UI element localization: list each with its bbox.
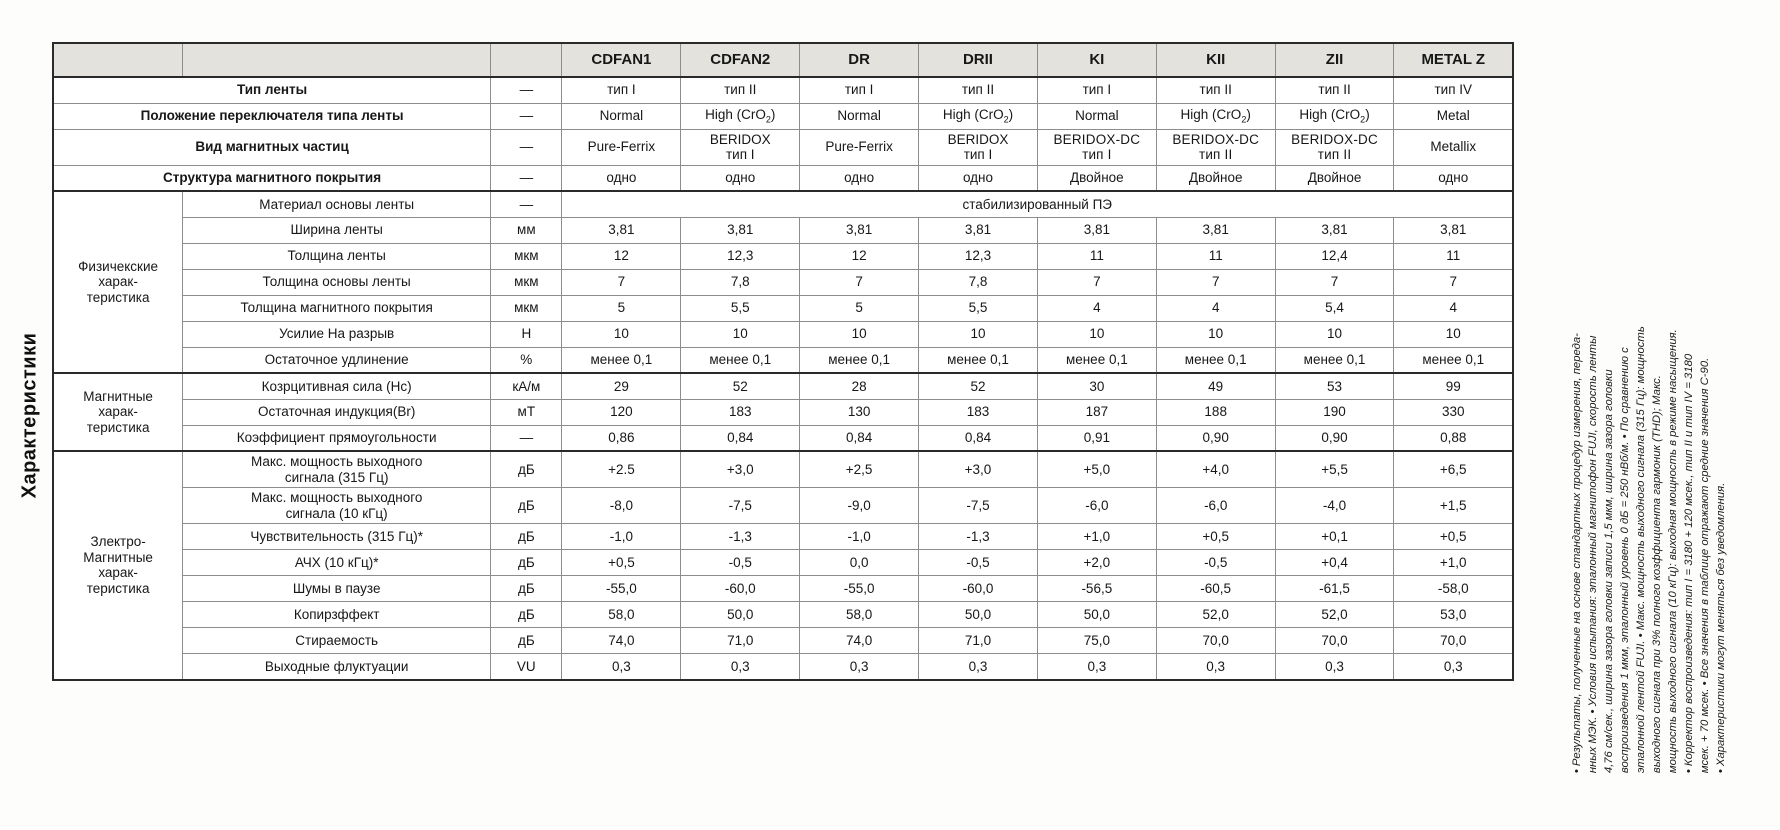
footnote-line: 4,76 см/сек., ширина зазора головки записи 1,5 мкм, ширина зазора головки <box>1602 369 1615 774</box>
cell: 75,0 <box>1037 628 1156 654</box>
cell: Normal <box>1037 103 1156 129</box>
group-label-magnetic: Магнитные харак- теристика <box>53 373 183 451</box>
cell: +2,0 <box>1037 550 1156 576</box>
cell: Normal <box>800 103 919 129</box>
row-unit: дБ <box>491 550 562 576</box>
row-unit: VU <box>491 654 562 680</box>
cell: 50,0 <box>681 602 800 628</box>
table-row <box>53 103 1513 129</box>
header-group-col <box>53 43 183 77</box>
cell: +0,1 <box>1275 524 1394 550</box>
cell: 0,88 <box>1394 425 1513 451</box>
row-label-coercivity: Козрцитивная сила (Hc) <box>183 373 491 399</box>
header-col-dr: DR <box>800 43 919 77</box>
cell: -61,5 <box>1275 576 1394 602</box>
cell: -0,5 <box>919 550 1038 576</box>
cell: +1,0 <box>1394 550 1513 576</box>
table-row <box>53 165 1513 191</box>
row-label-squareness: Коэффициент прямоугольности <box>183 425 491 451</box>
cell: -56,5 <box>1037 576 1156 602</box>
cell: -7,5 <box>919 488 1038 524</box>
cell: +0,5 <box>1394 524 1513 550</box>
row-label-switch-position: Положение переключателя типа ленты <box>53 103 491 129</box>
cell: одно <box>681 165 800 191</box>
cell: +5,5 <box>1275 451 1394 488</box>
cell: 29 <box>562 373 681 399</box>
cell: +3,0 <box>919 451 1038 488</box>
specifications-table <box>52 42 1514 681</box>
cell: -60,0 <box>681 576 800 602</box>
row-label-frequency-response: АЧХ (10 кГц)* <box>183 550 491 576</box>
table-row <box>53 217 1513 243</box>
cell: Normal <box>562 103 681 129</box>
row-label-base-material: Материал основы ленты <box>183 191 491 217</box>
left-caption-text: Характеристики <box>18 332 41 498</box>
row-unit: дБ <box>491 488 562 524</box>
row-label-bias-noise: Шумы в паузе <box>183 576 491 602</box>
row-label-output-fluctuation: Выходные флуктуации <box>183 654 491 680</box>
cell: -1,3 <box>919 524 1038 550</box>
cell: 71,0 <box>919 628 1038 654</box>
cell: 187 <box>1037 399 1156 425</box>
cell: тип IV <box>1394 77 1513 103</box>
cell: 7,8 <box>919 269 1038 295</box>
cell-merged-base-material: стабилизированный ПЭ <box>562 191 1513 217</box>
row-unit: Н <box>491 321 562 347</box>
row-unit: мм <box>491 217 562 243</box>
row-label-print-through: Копирзффект <box>183 602 491 628</box>
row-label-sensitivity: Чувствительность (315 Гц)* <box>183 524 491 550</box>
cell: 74,0 <box>562 628 681 654</box>
footnotes-text <box>1569 0 1729 773</box>
table-row <box>53 347 1513 373</box>
header-col-zii: ZII <box>1275 43 1394 77</box>
table-row <box>53 373 1513 399</box>
cell: High (CrO$_2$) <box>681 103 800 129</box>
cell: 0,3 <box>562 654 681 680</box>
footnote-line: мощность выходного сигнала (10 кГц): выходная мощность в режиме насыщения. <box>1667 329 1680 774</box>
cell: 7 <box>562 269 681 295</box>
cell: 7 <box>800 269 919 295</box>
row-label-erasability: Стираемость <box>183 628 491 654</box>
cell: 52,0 <box>1156 602 1275 628</box>
row-unit: — <box>491 103 562 129</box>
cell: 12 <box>562 243 681 269</box>
cell: 4 <box>1394 295 1513 321</box>
cell: менее 0,1 <box>1156 347 1275 373</box>
cell: -0,5 <box>1156 550 1275 576</box>
cell: -60,5 <box>1156 576 1275 602</box>
cell: тип I <box>800 77 919 103</box>
cell: 0,90 <box>1156 425 1275 451</box>
cell: -1,0 <box>562 524 681 550</box>
cell: High (CrO$_2$) <box>1275 103 1394 129</box>
cell: +3,0 <box>681 451 800 488</box>
cell: 10 <box>1394 321 1513 347</box>
cell: -55,0 <box>562 576 681 602</box>
row-label-remanence: Остаточная индукция(Br) <box>183 399 491 425</box>
row-label-tape-type: Тип ленты <box>53 77 491 103</box>
cell: 70,0 <box>1275 628 1394 654</box>
cell: -58,0 <box>1394 576 1513 602</box>
cell: 11 <box>1037 243 1156 269</box>
cell: 0,3 <box>1394 654 1513 680</box>
table-row <box>53 399 1513 425</box>
cell: 3,81 <box>1275 217 1394 243</box>
cell: 50,0 <box>919 602 1038 628</box>
row-label-coating-structure: Структура магнитного покрытия <box>53 165 491 191</box>
table-body <box>53 77 1513 680</box>
cell: 71,0 <box>681 628 800 654</box>
cell: 58,0 <box>562 602 681 628</box>
row-unit: дБ <box>491 576 562 602</box>
cell: -1,3 <box>681 524 800 550</box>
cell: 0,84 <box>919 425 1038 451</box>
cell: 74,0 <box>800 628 919 654</box>
cell: 28 <box>800 373 919 399</box>
cell: Двойное <box>1156 165 1275 191</box>
table-row <box>53 77 1513 103</box>
cell: 10 <box>800 321 919 347</box>
cell: 10 <box>1037 321 1156 347</box>
cell: 70,0 <box>1394 628 1513 654</box>
cell: 10 <box>562 321 681 347</box>
cell: 52 <box>919 373 1038 399</box>
cell: менее 0,1 <box>681 347 800 373</box>
cell: 7 <box>1275 269 1394 295</box>
row-unit: мкм <box>491 269 562 295</box>
cell: Metal <box>1394 103 1513 129</box>
cell: 11 <box>1156 243 1275 269</box>
row-label-elongation: Остаточное удлинение <box>183 347 491 373</box>
cell: 0,86 <box>562 425 681 451</box>
table-row <box>53 269 1513 295</box>
cell: 0,84 <box>800 425 919 451</box>
row-label-particle-type: Вид магнитных частиц <box>53 129 491 165</box>
cell: 7 <box>1394 269 1513 295</box>
header-col-metalz: METAL Z <box>1394 43 1513 77</box>
cell: 4 <box>1156 295 1275 321</box>
cell: 11 <box>1394 243 1513 269</box>
group-label-physical: Физичекские харак- теристика <box>53 191 183 373</box>
row-label-thickness: Толщина ленты <box>183 243 491 269</box>
cell: 3,81 <box>800 217 919 243</box>
row-label-tensile-strength: Усилие На разрыв <box>183 321 491 347</box>
cell: BERIDOX-DC тип I <box>1037 129 1156 165</box>
cell: +2,5 <box>800 451 919 488</box>
cell: 3,81 <box>681 217 800 243</box>
cell: 5 <box>562 295 681 321</box>
cell: 12 <box>800 243 919 269</box>
cell: +2.5 <box>562 451 681 488</box>
table-row <box>53 550 1513 576</box>
cell: менее 0,1 <box>1394 347 1513 373</box>
cell: 5 <box>800 295 919 321</box>
row-unit: дБ <box>491 628 562 654</box>
header-col-cdfan2: CDFAN2 <box>681 43 800 77</box>
header-unit-col <box>491 43 562 77</box>
cell: 0,3 <box>919 654 1038 680</box>
cell: BERIDOX тип I <box>919 129 1038 165</box>
footnote-line: • Корректор воспроизведения: тип I = 3180 + 120 мсек., тип II и тип IV = 3180 <box>1683 353 1696 774</box>
cell: BERIDOX-DC тип II <box>1275 129 1394 165</box>
table-row <box>53 191 1513 217</box>
cell: High (CrO$_2$) <box>1156 103 1275 129</box>
table-row <box>53 576 1513 602</box>
cell: 7,8 <box>681 269 800 295</box>
row-unit: — <box>491 77 562 103</box>
cell: -55,0 <box>800 576 919 602</box>
cell: 7 <box>1156 269 1275 295</box>
left-vertical-caption <box>6 0 54 830</box>
footnotes-vertical <box>1524 18 1774 818</box>
row-label-width: Ширина ленты <box>183 217 491 243</box>
cell: 5,4 <box>1275 295 1394 321</box>
cell: +0,5 <box>562 550 681 576</box>
cell: +1,5 <box>1394 488 1513 524</box>
cell: тип I <box>1037 77 1156 103</box>
header-col-drii: DRII <box>919 43 1038 77</box>
row-unit: — <box>491 191 562 217</box>
cell: 183 <box>919 399 1038 425</box>
cell: 0,3 <box>1156 654 1275 680</box>
cell: -9,0 <box>800 488 919 524</box>
cell: 0,3 <box>1275 654 1394 680</box>
cell: 183 <box>681 399 800 425</box>
cell: 30 <box>1037 373 1156 399</box>
cell: Pure-Ferrix <box>562 129 681 165</box>
row-label-max-output-315: Макс. мощность выходного сигнала (315 Гц) <box>183 451 491 488</box>
cell: 50,0 <box>1037 602 1156 628</box>
cell: 188 <box>1156 399 1275 425</box>
cell: +1,0 <box>1037 524 1156 550</box>
table-header <box>53 43 1513 77</box>
cell: 58,0 <box>800 602 919 628</box>
row-label-coating-thickness: Толщина магнитного покрытия <box>183 295 491 321</box>
cell: -8,0 <box>562 488 681 524</box>
header-col-kii: KII <box>1156 43 1275 77</box>
cell: 0,3 <box>681 654 800 680</box>
cell: 10 <box>681 321 800 347</box>
cell: -6,0 <box>1037 488 1156 524</box>
table-row <box>53 451 1513 488</box>
table-header-row <box>53 43 1513 77</box>
cell: -0,5 <box>681 550 800 576</box>
cell: -60,0 <box>919 576 1038 602</box>
cell: одно <box>562 165 681 191</box>
footnote-line: выходного сигнала при 3% полного козффициента гармоник (THD); Макс. <box>1651 375 1663 774</box>
cell: менее 0,1 <box>562 347 681 373</box>
cell: 5,5 <box>919 295 1038 321</box>
cell: 0,90 <box>1275 425 1394 451</box>
cell: 130 <box>800 399 919 425</box>
cell: 12,4 <box>1275 243 1394 269</box>
cell: менее 0,1 <box>800 347 919 373</box>
cell: менее 0,1 <box>1037 347 1156 373</box>
table-row <box>53 602 1513 628</box>
table-row <box>53 243 1513 269</box>
row-unit: кА/м <box>491 373 562 399</box>
cell: 3,81 <box>1394 217 1513 243</box>
cell: Двойное <box>1275 165 1394 191</box>
cell: 10 <box>1275 321 1394 347</box>
table-row <box>53 654 1513 680</box>
table-row <box>53 488 1513 524</box>
footnote-line: воспроизведения 1 мкм, эталонный уровень 0 дБ = 250 нВб/м. • По сравнению с <box>1618 347 1631 774</box>
cell: -1,0 <box>800 524 919 550</box>
footnote-line: мсек. + 70 мсек. • Все значения в таблице отражают средние значения С-90. <box>1699 357 1712 774</box>
table-row <box>53 295 1513 321</box>
row-unit: — <box>491 425 562 451</box>
cell: 70,0 <box>1156 628 1275 654</box>
cell: -6,0 <box>1156 488 1275 524</box>
table-row <box>53 628 1513 654</box>
cell: 0,84 <box>681 425 800 451</box>
group-label-electromagnetic: Злектро- Магнитные харак- теристика <box>53 451 183 680</box>
cell: +6,5 <box>1394 451 1513 488</box>
row-label-base-thickness: Толщина основы ленты <box>183 269 491 295</box>
cell: 7 <box>1037 269 1156 295</box>
cell: 330 <box>1394 399 1513 425</box>
cell: 4 <box>1037 295 1156 321</box>
cell: Двойное <box>1037 165 1156 191</box>
footnote-line: • Характеристики могут меняться без уведомления. <box>1715 482 1728 774</box>
cell: BERIDOX тип I <box>681 129 800 165</box>
footnote-line: нных МЭК. • Условия испытания: эталонный магнитофон FUJI, скорость ленты <box>1586 335 1599 774</box>
cell: одно <box>1394 165 1513 191</box>
header-name-col <box>183 43 491 77</box>
cell: 5,5 <box>681 295 800 321</box>
cell: -7,5 <box>681 488 800 524</box>
cell: 52 <box>681 373 800 399</box>
footnote-line: • Результаты, полученные на основе стандартных процедур измерения, переда- <box>1570 333 1583 774</box>
cell: тип II <box>1156 77 1275 103</box>
cell: 3,81 <box>1156 217 1275 243</box>
cell: 0,3 <box>800 654 919 680</box>
footnote-line: эталонной лентой FUJI. • Макс. мощность выходного сигнала (315 Гц): мощность <box>1634 326 1647 774</box>
cell: тип II <box>681 77 800 103</box>
cell: -4,0 <box>1275 488 1394 524</box>
cell: High (CrO$_2$) <box>919 103 1038 129</box>
cell: 3,81 <box>562 217 681 243</box>
cell: 10 <box>919 321 1038 347</box>
row-unit: дБ <box>491 524 562 550</box>
row-unit: % <box>491 347 562 373</box>
cell: +0,4 <box>1275 550 1394 576</box>
table-row <box>53 321 1513 347</box>
row-unit: мкм <box>491 295 562 321</box>
cell: 49 <box>1156 373 1275 399</box>
cell: менее 0,1 <box>919 347 1038 373</box>
cell: 10 <box>1156 321 1275 347</box>
cell: +4,0 <box>1156 451 1275 488</box>
cell: 0,91 <box>1037 425 1156 451</box>
cell: тип II <box>1275 77 1394 103</box>
cell: тип II <box>919 77 1038 103</box>
cell: 52,0 <box>1275 602 1394 628</box>
cell: тип I <box>562 77 681 103</box>
header-col-ki: KI <box>1037 43 1156 77</box>
row-unit: — <box>491 165 562 191</box>
table-row <box>53 129 1513 165</box>
cell: BERIDOX-DC тип II <box>1156 129 1275 165</box>
row-unit: мкм <box>491 243 562 269</box>
row-unit: — <box>491 129 562 165</box>
row-label-max-output-10k: Макс. мощность выходного сигнала (10 кГц) <box>183 488 491 524</box>
cell: 190 <box>1275 399 1394 425</box>
row-unit: дБ <box>491 451 562 488</box>
cell: Pure-Ferrix <box>800 129 919 165</box>
spec-table-container <box>52 42 1514 681</box>
cell: 3,81 <box>919 217 1038 243</box>
cell: 12,3 <box>681 243 800 269</box>
cell: 53 <box>1275 373 1394 399</box>
cell: 53,0 <box>1394 602 1513 628</box>
cell: менее 0,1 <box>1275 347 1394 373</box>
cell: 0,0 <box>800 550 919 576</box>
cell: 3,81 <box>1037 217 1156 243</box>
cell: 0,3 <box>1037 654 1156 680</box>
row-unit: дБ <box>491 602 562 628</box>
cell: одно <box>919 165 1038 191</box>
cell: 12,3 <box>919 243 1038 269</box>
header-col-cdfan1: CDFAN1 <box>562 43 681 77</box>
cell: 120 <box>562 399 681 425</box>
row-unit: мТ <box>491 399 562 425</box>
table-row <box>53 425 1513 451</box>
cell: +5,0 <box>1037 451 1156 488</box>
cell: одно <box>800 165 919 191</box>
cell: +0,5 <box>1156 524 1275 550</box>
table-row <box>53 524 1513 550</box>
cell: Metallix <box>1394 129 1513 165</box>
cell: 99 <box>1394 373 1513 399</box>
